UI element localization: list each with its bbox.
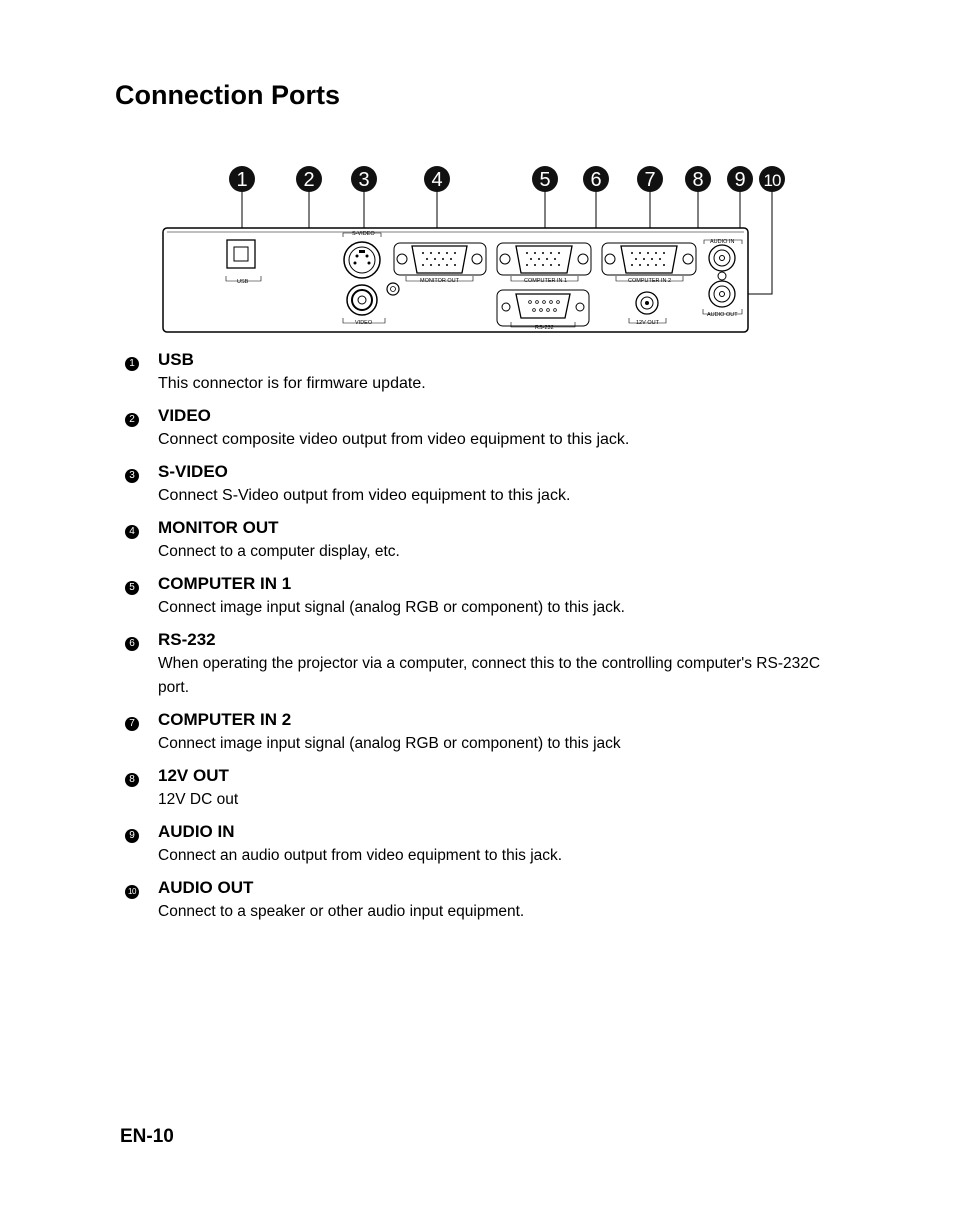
svideo-port-label: S-VIDEO	[352, 231, 375, 237]
item-description: Connect composite video output from video equipment to this jack.	[158, 431, 630, 448]
video-port-label: VIDEO	[355, 320, 373, 326]
connection-ports-diagram	[150, 160, 800, 340]
item-description: Connect image input signal (analog RGB or component) to this jack	[158, 735, 621, 752]
svg-text:10: 10	[763, 171, 781, 190]
list-item-audio-out	[120, 876, 840, 924]
rs232-port-label: RS-232	[535, 325, 554, 331]
monitor-out-port-label: MONITOR OUT	[420, 278, 460, 284]
item-number-badge: 3	[125, 469, 139, 483]
computer-in-2-port-label: COMPUTER IN 2	[628, 278, 672, 284]
list-item-usb	[120, 348, 840, 396]
list-item-computer-in-2	[120, 708, 840, 756]
page-number: EN-10	[120, 1126, 174, 1147]
callout-6	[583, 166, 609, 192]
item-number-badge: 1	[125, 357, 139, 371]
svg-text:5: 5	[539, 169, 551, 191]
item-name: 12V OUT	[158, 766, 229, 785]
callout-2	[296, 166, 322, 192]
12v-out-port-label: 12V OUT	[636, 320, 659, 326]
computer-in-1-port-label: COMPUTER IN 1	[524, 278, 568, 284]
list-item-s-video	[120, 460, 840, 508]
svg-text:8: 8	[692, 169, 704, 191]
callout-7	[637, 166, 663, 192]
callout-9	[727, 166, 753, 192]
item-description: Connect to a computer display, etc.	[158, 543, 400, 560]
item-name: AUDIO IN	[158, 822, 235, 841]
callout-10	[759, 166, 785, 192]
item-description: Connect S-Video output from video equipment to this jack.	[158, 487, 571, 504]
item-name: MONITOR OUT	[158, 518, 279, 537]
callout-4	[424, 166, 450, 192]
callout-3	[351, 166, 377, 192]
svg-text:9: 9	[734, 169, 746, 191]
rs232-port-graphic	[497, 290, 589, 331]
list-item-video	[120, 404, 840, 452]
item-number-badge: 6	[125, 637, 139, 651]
svg-text:4: 4	[431, 169, 443, 191]
callout-5	[532, 166, 558, 192]
item-description: Connect image input signal (analog RGB or component) to this jack.	[158, 599, 625, 616]
item-description: 12V DC out	[158, 791, 239, 808]
item-description: Connect an audio output from video equipment to this jack.	[158, 847, 563, 864]
usb-port-label: USB	[237, 279, 249, 285]
item-name: COMPUTER IN 1	[158, 574, 292, 593]
list-item-computer-in-1	[120, 572, 840, 620]
item-description: When operating the projector via a computer, connect this to the controlling computer's RS-232C port.	[158, 655, 821, 696]
item-number-badge: 4	[125, 525, 139, 539]
item-number-badge: 10	[125, 885, 139, 899]
list-item-monitor-out	[120, 516, 840, 564]
svg-text:7: 7	[644, 169, 656, 191]
page-title: Connection Ports	[115, 80, 341, 110]
item-name: S-VIDEO	[158, 462, 228, 481]
audio-in-port-label: AUDIO IN	[710, 239, 735, 245]
svg-text:3: 3	[358, 169, 370, 191]
item-description: Connect to a speaker or other audio input equipment.	[158, 903, 525, 920]
item-name: RS-232	[158, 630, 216, 649]
list-item-12v-out	[120, 764, 840, 812]
list-item-rs-232	[120, 628, 840, 700]
callout-numbers	[229, 166, 785, 192]
list-item-audio-in	[120, 820, 840, 868]
item-number-badge: 7	[125, 717, 139, 731]
item-name: AUDIO OUT	[158, 878, 254, 897]
item-name: COMPUTER IN 2	[158, 710, 292, 729]
svg-text:1: 1	[236, 169, 248, 191]
item-number-badge: 5	[125, 581, 139, 595]
item-description: This connector is for firmware update.	[158, 375, 426, 392]
callout-8	[685, 166, 711, 192]
item-name: USB	[158, 350, 194, 369]
svg-text:6: 6	[590, 169, 602, 191]
port-descriptions-list	[120, 348, 840, 932]
item-number-badge: 8	[125, 773, 139, 787]
item-name: VIDEO	[158, 406, 211, 425]
item-number-badge: 2	[125, 413, 139, 427]
item-number-badge: 9	[125, 829, 139, 843]
audio-out-port-label: AUDIO OUT	[707, 312, 738, 318]
callout-1	[229, 166, 255, 192]
svg-text:2: 2	[303, 169, 315, 191]
